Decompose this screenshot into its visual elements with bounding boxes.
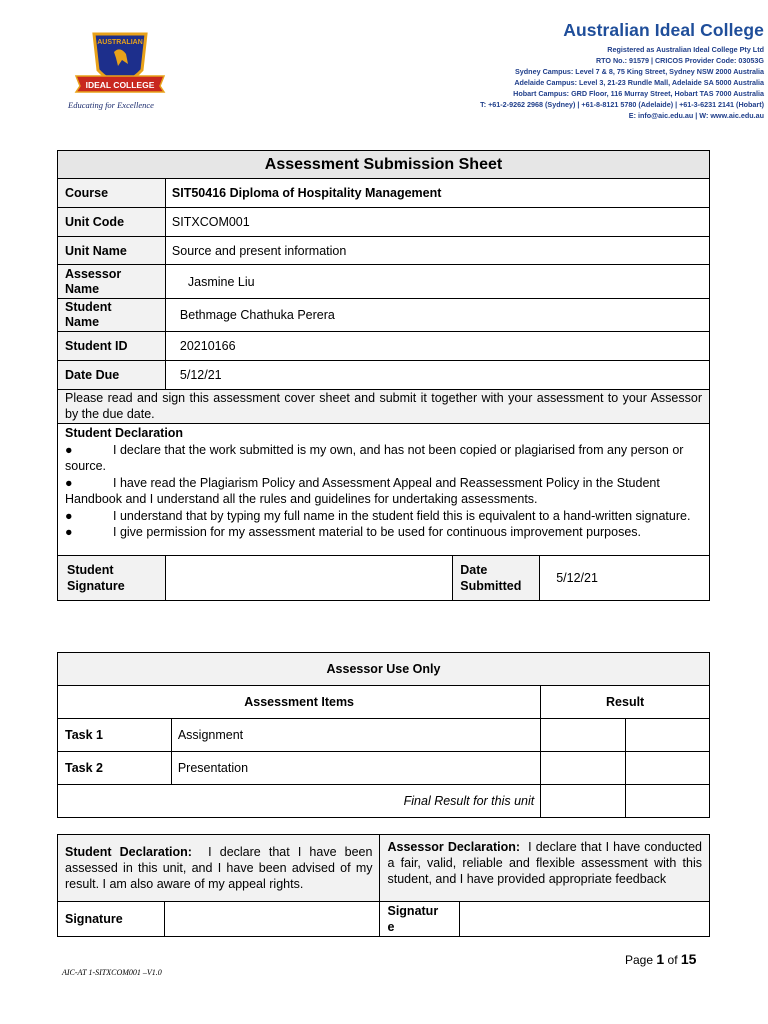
final-result-cell[interactable] [541, 785, 626, 818]
task-2-result-cell-2[interactable] [626, 752, 710, 785]
student-name-value[interactable]: Bethmage Chathuka Perera [165, 299, 709, 332]
adelaide-campus: Adelaide Campus: Level 3, 21-23 Rundle Mall, Adelaide SA 5000 Australia [514, 78, 764, 87]
result-header: Result [541, 686, 710, 719]
college-logo [74, 30, 166, 100]
student-signature-label [58, 555, 166, 600]
unit-code-label: Unit Code [58, 208, 166, 237]
assessor-signature-line1: Signatur [387, 904, 439, 918]
unit-name-label: Unit Name [58, 237, 166, 265]
declaration-text: I understand that by typing my full name in the student field this is equivalent to a hand-written signature. [113, 508, 691, 523]
assessor-declaration-text: I declare that I have conducted a fair, valid, reliable and flexible assessment with this student, and I have provided appropriate feedback [387, 840, 702, 886]
tagline: Educating for Excellence [68, 100, 154, 110]
instructions: Please read and sign this assessment cover sheet and submit it together with your assessment to your Assessor by the due date. [58, 390, 710, 424]
declaration-text: I declare that the work submitted is my own, and has not been copied or plagiarised from any person or source. [65, 442, 684, 473]
bullet-icon: ● [65, 508, 73, 523]
page-word: Page [625, 953, 654, 967]
declaration-item [65, 475, 702, 508]
logo-banner-text: IDEAL COLLEGE [85, 80, 155, 90]
date-due-value[interactable]: 5/12/21 [165, 361, 709, 390]
task-1-label: Task 1 [58, 719, 172, 752]
course-value[interactable]: SIT50416 Diploma of Hospitality Management [165, 179, 709, 208]
student-id-label: Student ID [58, 332, 166, 361]
declaration-item [65, 508, 702, 525]
unit-code-value[interactable]: SITXCOM001 [165, 208, 709, 237]
task-2-item: Presentation [171, 752, 540, 785]
bullet-icon: ● [65, 475, 73, 490]
signature-label-line2: Signature [67, 578, 125, 593]
declaration-text: I give permission for my assessment material to be used for continuous improvement purposes. [113, 525, 642, 539]
page-current: 1 [656, 951, 665, 967]
course-label: Course [58, 179, 166, 208]
assessor-signature-box[interactable] [460, 902, 710, 937]
student-label-line1: Student [65, 300, 112, 314]
assessor-use-title: Assessor Use Only [58, 653, 710, 686]
declarations-table [57, 834, 710, 937]
date-submitted-line1: Date [460, 562, 488, 577]
sheet-title: Assessment Submission Sheet [58, 151, 710, 179]
college-name: Australian Ideal College [563, 20, 764, 40]
student-declaration-title: Student Declaration: [65, 845, 192, 859]
hobart-campus: Hobart Campus: GRD Floor, 116 Murray Street, Hobart TAS 7000 Australia [513, 89, 764, 98]
assessor-label-line1: Assessor [65, 266, 122, 281]
assessor-declaration-title: Assessor Declaration: [387, 840, 521, 854]
assessor-use-table [57, 652, 710, 818]
student-label-line2: Name [65, 315, 100, 329]
page-total: 15 [680, 951, 697, 967]
assessor-declaration-footer [380, 835, 710, 902]
task-1-result-cell-2[interactable] [626, 719, 710, 752]
unit-name-value[interactable]: Source and present information [165, 237, 709, 265]
registered-line: Registered as Australian Ideal College Pty Ltd [607, 45, 764, 54]
phone-line: T: +61-2-9262 2968 (Sydney) | +61-8-8121 5780 (Adelaide) | +61-3-6231 2141 (Hobart) [480, 100, 764, 109]
assessor-label-line2: Name [65, 281, 100, 296]
document-code: AIC-AT 1-SITXCOM001 –V1.0 [62, 968, 162, 977]
assessor-signature-line2: e [387, 920, 395, 934]
college-info [480, 20, 764, 121]
declaration-item [65, 524, 702, 541]
task-1-result-cell[interactable] [541, 719, 626, 752]
assessor-name-label [58, 265, 166, 299]
student-declaration-block [58, 424, 710, 556]
student-signature-box[interactable] [164, 902, 380, 937]
task-2-label: Task 2 [58, 752, 172, 785]
submission-sheet-table [57, 150, 710, 601]
student-name-label [58, 299, 166, 332]
student-declaration-footer [58, 835, 380, 902]
declaration-text: I have read the Plagiarism Policy and Assessment Appeal and Reassessment Policy in the Student Handbook and I understand all the rules and guidelines for undertaking assessments. [65, 475, 660, 506]
contact-line: E: info@aic.edu.au | W: www.aic.edu.au [628, 111, 764, 120]
final-result-label: Final Result for this unit [58, 785, 541, 818]
date-submitted-line2: Submitted [460, 578, 522, 593]
task-1-item: Assignment [171, 719, 540, 752]
assessor-signature-label [380, 902, 460, 937]
date-submitted-label [453, 555, 540, 600]
assessment-items-header: Assessment Items [58, 686, 541, 719]
date-submitted-value[interactable]: 5/12/21 [540, 555, 710, 600]
declaration-title: Student Declaration [65, 426, 184, 440]
page-of: of [667, 953, 678, 967]
task-2-result-cell[interactable] [541, 752, 626, 785]
bullet-icon: ● [65, 525, 73, 539]
student-signature-field[interactable] [165, 555, 452, 600]
signature-label-line1: Student [67, 562, 114, 577]
sydney-campus: Sydney Campus: Level 7 & 8, 75 King Street, Sydney NSW 2000 Australia [515, 67, 764, 76]
final-result-cell-2[interactable] [626, 785, 710, 818]
signature-label: Signature [58, 902, 165, 937]
student-id-value[interactable]: 20210166 [165, 332, 709, 361]
assessor-name-value[interactable]: Jasmine Liu [165, 265, 709, 299]
declaration-item [65, 442, 702, 475]
date-due-label: Date Due [58, 361, 166, 390]
student-declaration-text: I declare that I have been assessed in this unit, and I have been advised of my result. I am also aware of my appeal rights. [65, 845, 373, 891]
logo-top-text: AUSTRALIAN [97, 39, 143, 46]
page-number [625, 951, 696, 967]
rto-line: RTO No.: 91579 | CRICOS Provider Code: 03053G [595, 56, 764, 65]
bullet-icon: ● [65, 442, 73, 457]
